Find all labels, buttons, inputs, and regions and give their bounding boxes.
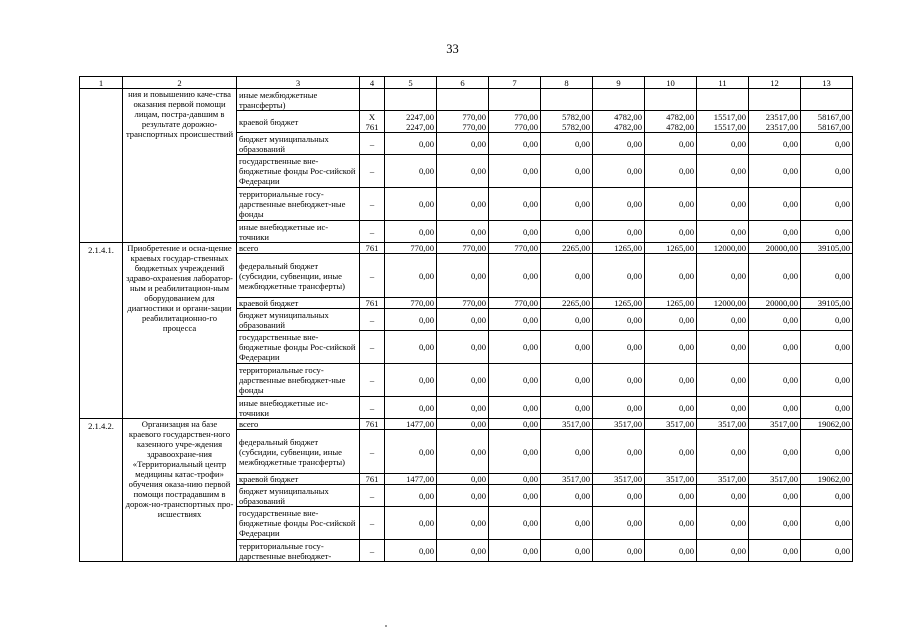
value-cell: 0,00 — [541, 430, 593, 474]
funding-source-cell: государственные вне-бюджетные фонды Рос-сийской Федерации — [237, 507, 360, 540]
value-cell: 770,00 770,00 — [437, 111, 489, 133]
funding-source-cell: всего — [237, 419, 360, 430]
value-cell: 20000,00 — [749, 298, 801, 309]
value-cell: 0,00 — [489, 507, 541, 540]
value-cell: 0,00 — [489, 364, 541, 397]
value-cell: 0,00 — [437, 485, 489, 507]
value-cell: 0,00 — [645, 331, 697, 364]
value-cell: 0,00 — [593, 133, 645, 155]
value-cell: 0,00 — [437, 364, 489, 397]
funding-source-cell: бюджет муниципальных образований — [237, 485, 360, 507]
value-cell: 770,00 — [489, 243, 541, 254]
value-cell: 0,00 — [749, 331, 801, 364]
value-cell: 0,00 — [697, 507, 749, 540]
value-cell: 0,00 — [645, 397, 697, 419]
page-number: 33 — [446, 42, 459, 56]
value-cell: 0,00 — [697, 155, 749, 188]
value-cell: 0,00 — [749, 540, 801, 562]
value-cell: 0,00 — [385, 507, 437, 540]
value-cell: 0,00 — [749, 485, 801, 507]
value-cell: 0,00 — [593, 188, 645, 221]
code-cell: – — [360, 540, 385, 562]
value-cell: 0,00 — [385, 430, 437, 474]
value-cell: 0,00 — [489, 155, 541, 188]
value-cell: 0,00 — [697, 254, 749, 298]
value-cell: 3517,00 — [645, 419, 697, 430]
header-cell: 4 — [360, 77, 385, 89]
value-cell: 0,00 — [801, 485, 853, 507]
value-cell: 0,00 — [645, 430, 697, 474]
value-cell: 0,00 — [697, 485, 749, 507]
value-cell: 0,00 — [437, 254, 489, 298]
value-cell: 0,00 — [489, 419, 541, 430]
value-cell: 0,00 — [593, 397, 645, 419]
value-cell: 0,00 — [541, 485, 593, 507]
header-cell: 10 — [645, 77, 697, 89]
header-cell: 2 — [123, 77, 237, 89]
value-cell: 0,00 — [489, 254, 541, 298]
value-cell — [645, 89, 697, 111]
value-cell: 0,00 — [593, 254, 645, 298]
value-cell: 0,00 — [749, 430, 801, 474]
funding-source-cell: бюджет муниципальных образований — [237, 133, 360, 155]
value-cell: 0,00 — [801, 188, 853, 221]
value-cell: 0,00 — [437, 507, 489, 540]
value-cell: 0,00 — [437, 331, 489, 364]
value-cell: 0,00 — [437, 221, 489, 243]
value-cell: 0,00 — [541, 188, 593, 221]
funding-source-cell: государственные вне-бюджетные фонды Рос-сийской Федерации — [237, 331, 360, 364]
value-cell: 0,00 — [749, 254, 801, 298]
value-cell: 0,00 — [489, 309, 541, 331]
value-cell: 0,00 — [749, 133, 801, 155]
value-cell: 0,00 — [645, 364, 697, 397]
value-cell: 0,00 — [645, 188, 697, 221]
header-cell: 13 — [801, 77, 853, 89]
value-cell: 0,00 — [489, 485, 541, 507]
value-cell: 0,00 — [801, 133, 853, 155]
value-cell: 2265,00 — [541, 243, 593, 254]
value-cell: 0,00 — [801, 397, 853, 419]
value-cell: 0,00 — [385, 485, 437, 507]
table-row — [80, 89, 853, 111]
value-cell: 19062,00 — [801, 419, 853, 430]
header-cell: 1 — [80, 77, 123, 89]
value-cell: 0,00 — [645, 309, 697, 331]
value-cell: 0,00 — [749, 221, 801, 243]
value-cell: 0,00 — [749, 507, 801, 540]
value-cell: 0,00 — [489, 188, 541, 221]
value-cell: 0,00 — [749, 309, 801, 331]
code-cell: – — [360, 254, 385, 298]
value-cell: 0,00 — [593, 430, 645, 474]
item-code-cell: 2.1.4.2. — [80, 419, 123, 562]
value-cell: 3517,00 — [697, 474, 749, 485]
value-cell: 0,00 — [541, 221, 593, 243]
value-cell: 3517,00 — [593, 474, 645, 485]
budget-table-body — [80, 77, 853, 562]
code-cell: – — [360, 331, 385, 364]
item-name-cell: ния и повышению каче-ства оказания первой помощи лицам, постра-давшим в результате дорожно-транспортных происшествий — [123, 89, 237, 243]
value-cell: 0,00 — [697, 188, 749, 221]
header-cell: 3 — [237, 77, 360, 89]
value-cell: 0,00 — [593, 155, 645, 188]
header-cell: 9 — [593, 77, 645, 89]
value-cell: 3517,00 — [593, 419, 645, 430]
funding-source-cell: государственные вне-бюджетные фонды Рос-сийской Федерации — [237, 155, 360, 188]
funding-source-cell: иные внебюджетные ис-точники — [237, 397, 360, 419]
value-cell — [437, 89, 489, 111]
funding-source-cell: всего — [237, 243, 360, 254]
value-cell: 0,00 — [385, 540, 437, 562]
value-cell: 23517,00 23517,00 — [749, 111, 801, 133]
value-cell: 0,00 — [697, 397, 749, 419]
value-cell: 0,00 — [541, 133, 593, 155]
code-cell: – — [360, 430, 385, 474]
value-cell: 0,00 — [801, 364, 853, 397]
funding-source-cell: территориальные госу-дарственные внебюджет- — [237, 540, 360, 562]
value-cell: 0,00 — [697, 331, 749, 364]
value-cell: 0,00 — [385, 221, 437, 243]
code-cell: 761 — [360, 243, 385, 254]
code-cell: 761 — [360, 474, 385, 485]
value-cell: 3517,00 — [645, 474, 697, 485]
pen-mark — [385, 625, 387, 627]
value-cell — [593, 89, 645, 111]
value-cell: 0,00 — [385, 309, 437, 331]
value-cell — [541, 89, 593, 111]
funding-source-cell: федеральный бюджет (субсидии, субвенции, иные межбюджетные трансферты) — [237, 430, 360, 474]
value-cell: 0,00 — [489, 397, 541, 419]
value-cell: 0,00 — [437, 133, 489, 155]
table-row — [80, 419, 853, 430]
code-cell: – — [360, 364, 385, 397]
value-cell: 3517,00 — [749, 474, 801, 485]
code-cell: – — [360, 188, 385, 221]
funding-source-cell: бюджет муниципальных образований — [237, 309, 360, 331]
value-cell: 0,00 — [489, 221, 541, 243]
value-cell: 58167,00 58167,00 — [801, 111, 853, 133]
value-cell: 0,00 — [489, 430, 541, 474]
value-cell: 0,00 — [697, 364, 749, 397]
value-cell: 0,00 — [697, 430, 749, 474]
funding-source-cell: краевой бюджет — [237, 474, 360, 485]
code-cell: – — [360, 133, 385, 155]
header-cell: 5 — [385, 77, 437, 89]
value-cell: 0,00 — [697, 133, 749, 155]
value-cell — [801, 89, 853, 111]
value-cell: 0,00 — [541, 364, 593, 397]
value-cell: 0,00 — [593, 540, 645, 562]
value-cell: 0,00 — [801, 155, 853, 188]
header-cell: 7 — [489, 77, 541, 89]
value-cell: 0,00 — [801, 254, 853, 298]
value-cell: 1477,00 — [385, 474, 437, 485]
value-cell: 770,00 — [489, 298, 541, 309]
value-cell: 1265,00 — [645, 243, 697, 254]
value-cell: 0,00 — [541, 507, 593, 540]
value-cell: 0,00 — [593, 364, 645, 397]
item-name-cell: Приобретение и осна-щение краевых государ-ственных бюджетных учреждений здраво-охранения лаборатор-ным и реабилитацион-ным оборудованием для диагностики и органи-зации реабилитационно-го процесса — [123, 243, 237, 419]
funding-source-cell: краевой бюджет — [237, 298, 360, 309]
code-cell: – — [360, 155, 385, 188]
table-row — [80, 243, 853, 254]
code-cell: – — [360, 397, 385, 419]
value-cell: 19062,00 — [801, 474, 853, 485]
value-cell: 0,00 — [697, 540, 749, 562]
value-cell: 1265,00 — [645, 298, 697, 309]
value-cell: 0,00 — [593, 331, 645, 364]
value-cell: 0,00 — [541, 540, 593, 562]
value-cell: 0,00 — [385, 397, 437, 419]
value-cell: 0,00 — [541, 309, 593, 331]
value-cell: 12000,00 — [697, 298, 749, 309]
funding-source-cell: краевой бюджет — [237, 111, 360, 133]
value-cell: 770,00 770,00 — [489, 111, 541, 133]
value-cell: 0,00 — [593, 221, 645, 243]
value-cell: 0,00 — [801, 331, 853, 364]
header-cell: 8 — [541, 77, 593, 89]
value-cell: 0,00 — [697, 221, 749, 243]
value-cell — [749, 89, 801, 111]
funding-source-cell: территориальные госу-дарственные внебюджет-ные фонды — [237, 188, 360, 221]
value-cell: 20000,00 — [749, 243, 801, 254]
value-cell: 0,00 — [437, 474, 489, 485]
code-cell: 761 — [360, 419, 385, 430]
value-cell: 0,00 — [645, 221, 697, 243]
value-cell — [489, 89, 541, 111]
value-cell: 770,00 — [437, 298, 489, 309]
value-cell: 0,00 — [437, 309, 489, 331]
funding-source-cell: федеральный бюджет (субсидии, субвенции, иные межбюджетные трансферты) — [237, 254, 360, 298]
value-cell: 15517,00 15517,00 — [697, 111, 749, 133]
value-cell: 0,00 — [749, 364, 801, 397]
value-cell: 0,00 — [801, 221, 853, 243]
budget-table — [79, 76, 853, 562]
code-cell: – — [360, 221, 385, 243]
value-cell: 1477,00 — [385, 419, 437, 430]
value-cell: 0,00 — [385, 364, 437, 397]
value-cell: 0,00 — [489, 331, 541, 364]
item-code-cell: 2.1.4.1. — [80, 243, 123, 419]
value-cell: 1265,00 — [593, 243, 645, 254]
value-cell: 0,00 — [749, 188, 801, 221]
header-row — [80, 77, 853, 89]
value-cell: 0,00 — [541, 155, 593, 188]
value-cell: 0,00 — [801, 507, 853, 540]
value-cell: 0,00 — [541, 331, 593, 364]
value-cell: 3517,00 — [697, 419, 749, 430]
value-cell: 0,00 — [593, 309, 645, 331]
code-cell — [360, 89, 385, 111]
value-cell: 3517,00 — [541, 419, 593, 430]
value-cell: 0,00 — [645, 254, 697, 298]
value-cell: 2265,00 — [541, 298, 593, 309]
value-cell: 0,00 — [489, 540, 541, 562]
value-cell: 0,00 — [385, 188, 437, 221]
value-cell: 0,00 — [437, 188, 489, 221]
item-name-cell: Организация на базе краевого государствен-ного казенного учре-ждения здравоохране-ния «Территориальный центр медицины катас-трофи» обучения оказа-нию первой помощи пострадавшим в дорож-но-транспортных про-исшествиях — [123, 419, 237, 562]
value-cell: 770,00 — [385, 243, 437, 254]
code-cell: X 761 — [360, 111, 385, 133]
value-cell: 770,00 — [385, 298, 437, 309]
value-cell: 0,00 — [541, 254, 593, 298]
item-code-cell — [80, 89, 123, 243]
value-cell: 0,00 — [801, 309, 853, 331]
value-cell: 0,00 — [437, 540, 489, 562]
value-cell: 0,00 — [385, 155, 437, 188]
funding-source-cell: территориальные госу-дарственные внебюджет-ные фонды — [237, 364, 360, 397]
value-cell: 12000,00 — [697, 243, 749, 254]
value-cell: 0,00 — [437, 397, 489, 419]
header-cell: 6 — [437, 77, 489, 89]
value-cell: 0,00 — [593, 485, 645, 507]
value-cell: 1265,00 — [593, 298, 645, 309]
value-cell — [697, 89, 749, 111]
value-cell: 0,00 — [645, 133, 697, 155]
value-cell: 0,00 — [385, 254, 437, 298]
value-cell: 39105,00 — [801, 298, 853, 309]
value-cell: 0,00 — [541, 397, 593, 419]
code-cell: – — [360, 485, 385, 507]
value-cell: 5782,00 5782,00 — [541, 111, 593, 133]
value-cell: 0,00 — [437, 155, 489, 188]
value-cell: 0,00 — [489, 474, 541, 485]
value-cell: 0,00 — [645, 155, 697, 188]
code-cell: – — [360, 507, 385, 540]
value-cell: 0,00 — [489, 133, 541, 155]
value-cell: 0,00 — [801, 540, 853, 562]
value-cell: 0,00 — [749, 155, 801, 188]
value-cell: 0,00 — [801, 430, 853, 474]
value-cell: 0,00 — [645, 507, 697, 540]
code-cell: 761 — [360, 298, 385, 309]
value-cell: 3517,00 — [749, 419, 801, 430]
value-cell: 3517,00 — [541, 474, 593, 485]
value-cell: 4782,00 4782,00 — [645, 111, 697, 133]
value-cell: 39105,00 — [801, 243, 853, 254]
header-cell: 11 — [697, 77, 749, 89]
value-cell — [385, 89, 437, 111]
value-cell: 0,00 — [385, 331, 437, 364]
value-cell: 0,00 — [645, 485, 697, 507]
value-cell: 0,00 — [593, 507, 645, 540]
value-cell: 0,00 — [385, 133, 437, 155]
value-cell: 0,00 — [749, 397, 801, 419]
value-cell: 2247,00 2247,00 — [385, 111, 437, 133]
value-cell: 0,00 — [645, 540, 697, 562]
value-cell: 770,00 — [437, 243, 489, 254]
value-cell: 0,00 — [437, 430, 489, 474]
funding-source-cell: иные межбюджетные трансферты) — [237, 89, 360, 111]
code-cell: – — [360, 309, 385, 331]
value-cell: 4782,00 4782,00 — [593, 111, 645, 133]
funding-source-cell: иные внебюджетные ис-точники — [237, 221, 360, 243]
value-cell: 0,00 — [697, 309, 749, 331]
value-cell: 0,00 — [437, 419, 489, 430]
header-cell: 12 — [749, 77, 801, 89]
